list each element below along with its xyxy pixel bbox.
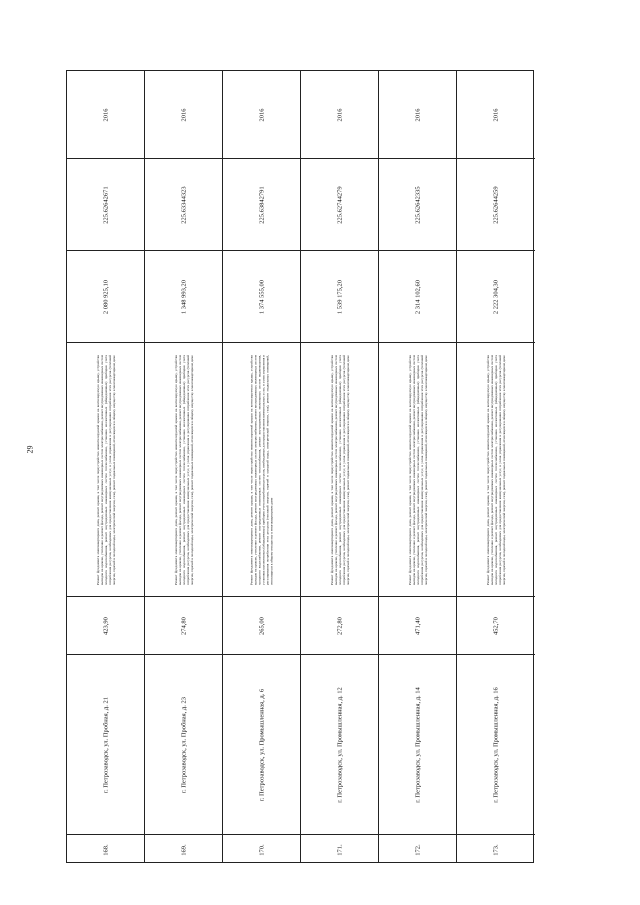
cadastre-cell <box>301 159 378 251</box>
area-value: 423,90 <box>102 616 109 635</box>
cost-cell <box>379 251 456 343</box>
year-value: 2016 <box>180 108 187 121</box>
cadastre-cell <box>223 159 300 251</box>
number-cell <box>223 835 300 864</box>
address-text: г. Петрозаводск, ул. Пробная, д. 23 <box>180 696 187 793</box>
cadastre-cell <box>379 159 456 251</box>
address-cell <box>145 655 222 835</box>
address-cell <box>379 655 456 835</box>
table-row <box>301 71 379 862</box>
row-index: 169. <box>180 843 187 856</box>
area-value: 272,80 <box>336 616 343 635</box>
works-cell <box>67 343 144 597</box>
address-cell <box>223 655 300 835</box>
year-value: 2016 <box>492 108 500 121</box>
year-cell <box>145 71 222 159</box>
works-cell <box>223 343 300 597</box>
row-index: 173. <box>492 843 500 856</box>
area-value: 265,00 <box>258 616 265 635</box>
area-value: 471,40 <box>414 616 421 635</box>
cadastre-number: 225.62644259 <box>492 185 500 224</box>
table-row <box>379 71 457 862</box>
number-cell <box>457 835 535 864</box>
works-cell <box>379 343 456 597</box>
works-description: Ремонт фундамента многоквартирного дома, ремонт крыши, в том числе переустройство невентилируемой крыши на вентилируемую крышу, устройство выходов на кровлю, утепление и ремонт фасада, ремонт внутридомовых инженерных систем электроснабжения, ремонт внутридомовых инженерных систем холодного водоснабжения, ремонт внутридомовых инженерных систем теплоснабжения, ремонт внутридомовых инженерных систем водоотведения, установка коллективных (общедомовых) приборов учета потребления ресурсов, необходимых для предоставления коммунальных услуг, и узлов управления и регулирования потребления этих ресурсов (тепловой энергии, горячей и холодной воды, электрической энергии, газа), ремонт подвальных помещений, относящихся к общему имуществу в многоквартирном доме <box>249 354 274 585</box>
works-cell <box>301 343 378 597</box>
address-cell <box>67 655 144 835</box>
cadastre-number: 225.62642335 <box>414 185 421 224</box>
cost-value: 2 222 304,30 <box>492 279 500 314</box>
cost-cell <box>223 251 300 343</box>
area-cell <box>379 597 456 655</box>
cadastre-cell <box>457 159 535 251</box>
area-value: 274,80 <box>180 616 187 635</box>
table-row <box>457 71 535 862</box>
number-cell <box>379 835 456 864</box>
year-cell <box>457 71 535 159</box>
cost-value: 2 314 102,60 <box>414 279 421 314</box>
cost-cell <box>67 251 144 343</box>
cost-value: 1 348 993,20 <box>180 279 187 314</box>
cost-cell <box>457 251 535 343</box>
address-text: г. Петрозаводск, ул. Промышленная, д. 16 <box>492 686 500 803</box>
cost-value: 2 080 925,10 <box>102 279 109 314</box>
cadastre-cell <box>145 159 222 251</box>
works-description: Ремонт фундамента многоквартирного дома, ремонт крыши, в том числе переустройство невентилируемой крыши на вентилируемую крышу, устройство выходов на кровлю, утепление и ремонт фасада, ремонт внутридомовых инженерных систем электроснабжения, ремонт внутридомовых инженерных систем холодного водоснабжения, ремонт внутридомовых инженерных систем теплоснабжения, установка коллективных (общедомовых) приборов учета потребления ресурсов, необходимых для предоставления коммунальных услуг, и узлов управления и регулирования потребления этих ресурсов (тепловой энергии, горячей и холодной воды, электрической энергии, газа), ремонт подвальных помещений, относящихся к общему имуществу в многоквартирном доме <box>173 354 194 585</box>
cost-value: 1 539 175,20 <box>336 279 343 314</box>
works-description: Ремонт фундамента многоквартирного дома, ремонт крыши, в том числе переустройство невентилируемой крыши на вентилируемую крышу, устройство выходов на кровлю, утепление и ремонт фасада, ремонт внутридомовых инженерных систем электроснабжения, ремонт внутридомовых инженерных систем холодного водоснабжения, ремонт внутридомовых инженерных систем теплоснабжения, установка коллективных (общедомовых) приборов учета потребления ресурсов, необходимых для предоставления коммунальных услуг, и узлов управления и регулирования потребления этих ресурсов (тепловой энергии, горячей и холодной воды, электрической энергии, газа), ремонт подвальных помещений, относящихся к общему имуществу в многоквартирном доме <box>95 354 116 585</box>
table-row <box>223 71 301 862</box>
page-number: 29 <box>25 445 35 454</box>
address-text: г. Петрозаводск, ул. Промышленная, д. 6 <box>258 688 265 801</box>
cost-value: 1 374 555,00 <box>258 279 265 314</box>
capital-repair-table <box>66 70 534 863</box>
area-value: 452,70 <box>492 616 500 635</box>
table-row <box>67 71 145 862</box>
cadastre-number: 225.63344323 <box>180 185 187 224</box>
row-index: 170. <box>258 843 265 856</box>
number-cell <box>301 835 378 864</box>
year-value: 2016 <box>336 108 343 121</box>
row-index: 168. <box>102 843 109 856</box>
row-index: 172. <box>414 843 421 856</box>
row-number-cell <box>67 71 144 159</box>
works-description: Ремонт фундамента многоквартирного дома, ремонт крыши, в том числе переустройство невентилируемой крыши на вентилируемую крышу, устройство выходов на кровлю, утепление и ремонт фасада, ремонт внутридомовых инженерных систем электроснабжения, ремонт внутридомовых инженерных систем холодного водоснабжения, ремонт внутридомовых инженерных систем теплоснабжения, установка коллективных (общедомовых) приборов учета потребления ресурсов, необходимых для предоставления коммунальных услуг, и узлов управления и регулирования потребления этих ресурсов (тепловой энергии, горячей и холодной воды, электрической энергии, газа), ремонт подвальных помещений, относящихся к общему имуществу в многоквартирном доме <box>407 354 428 585</box>
number-cell <box>145 835 222 864</box>
table-row <box>145 71 223 862</box>
area-cell <box>457 597 535 655</box>
cadastre-number: 225.62744279 <box>336 185 343 224</box>
area-cell <box>67 597 144 655</box>
address-cell <box>301 655 378 835</box>
cadastre-cell <box>67 159 144 251</box>
row-index: 171. <box>336 843 343 856</box>
address-text: г. Петрозаводск, ул. Промышленная, д. 14 <box>414 686 421 803</box>
works-cell <box>145 343 222 597</box>
cost-cell <box>301 251 378 343</box>
year-cell <box>301 71 378 159</box>
address-text: г. Петрозаводск, ул. Пробная, д. 21 <box>102 696 109 793</box>
area-cell <box>145 597 222 655</box>
cadastre-number: 225.63842791 <box>258 185 265 224</box>
cost-cell <box>145 251 222 343</box>
area-cell <box>223 597 300 655</box>
works-cell <box>457 343 535 597</box>
works-description: Ремонт фундамента многоквартирного дома, ремонт крыши, в том числе переустройство невентилируемой крыши на вентилируемую крышу, устройство выходов на кровлю, утепление и ремонт фасада, ремонт внутридомовых инженерных систем электроснабжения, ремонт внутридомовых инженерных систем холодного водоснабжения, ремонт внутридомовых инженерных систем теплоснабжения, установка коллективных (общедомовых) приборов учета потребления ресурсов, необходимых для предоставления коммунальных услуг, и узлов управления и регулирования потребления этих ресурсов (тепловой энергии, горячей и холодной воды, электрической энергии, газа), ремонт подвальных помещений, относящихся к общему имуществу в многоквартирном доме <box>329 354 350 585</box>
number-cell <box>67 835 144 864</box>
works-description: Ремонт фундамента многоквартирного дома, ремонт крыши, в том числе переустройство невентилируемой крыши на вентилируемую крышу, устройство выходов на кровлю, утепление и ремонт фасада, ремонт внутридомовых инженерных систем электроснабжения, ремонт внутридомовых инженерных систем холодного водоснабжения, ремонт внутридомовых инженерных систем теплоснабжения, установка коллективных (общедомовых) приборов учета потребления ресурсов, необходимых для предоставления коммунальных услуг, и узлов управления и регулирования потребления этих ресурсов (тепловой энергии, горячей и холодной воды, электрической энергии, газа), ремонт подвальных помещений, относящихся к общему имуществу в многоквартирном доме <box>485 354 507 585</box>
address-cell <box>457 655 535 835</box>
row-number: 2016 <box>102 108 109 121</box>
year-value: 2016 <box>258 108 265 121</box>
year-cell <box>379 71 456 159</box>
address-text: г. Петрозаводск, ул. Промышленная, д. 12 <box>336 686 343 803</box>
area-cell <box>301 597 378 655</box>
cadastre-number: 225.62642671 <box>102 185 109 224</box>
year-cell <box>223 71 300 159</box>
year-value: 2016 <box>414 108 421 121</box>
